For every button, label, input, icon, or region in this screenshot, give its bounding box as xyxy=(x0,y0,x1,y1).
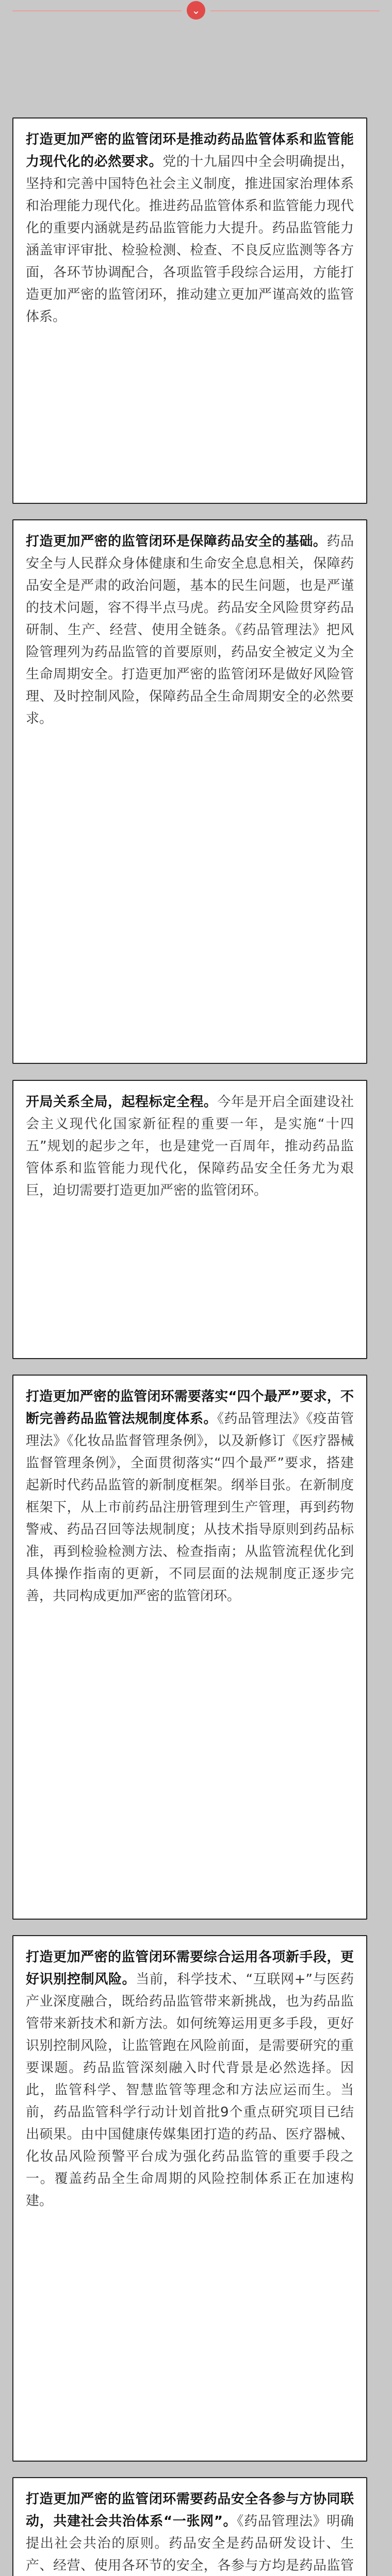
section-paragraph xyxy=(26,1946,354,2212)
section-body: 《药品管理法》《疫苗管理法》《化妆品监督管理条例》，以及新修订《医疗器械监督管理条例》，全面贯彻落实“四个最严”要求，搭建起新时代药品监管的新制度框架。纲举目张。在新制度框架下，从上市前药品注册管理到生产管理，再到药物警戒、药品召回等法规制度；从技术指导原则到药品标准，再到检验检测方法、检查指南；从监管流程优化到具体操作指南的更新，不同层面的法规制度正逐步完善，共同构成更加严密的监管闭环。 xyxy=(26,1411,354,1604)
section-body: 党的十九届四中全会明确提出，坚持和完善中国特色社会主义制度，推进国家治理体系和治理能力现代化。推进药品监管体系和监管能力现代化的重要内涵就是药品监管能力大提升。药品监管能力涵盖审评审批、检验检测、检查、不良反应监测等各方面，各环节协调配合，各项监管手段综合运用，方能打造更加严密的监管闭环，推动建立更加严谨高效的监管体系。 xyxy=(26,154,354,325)
section-card xyxy=(12,519,367,1064)
section-lead: 开局关系全局，起程标定全程。 xyxy=(26,1094,218,1110)
chevron-down-icon[interactable]: ⌄ xyxy=(187,1,205,20)
section-lead: 打造更加严密的监管闭环是推动药品监管体系和监管能力现代化的必然要求。 xyxy=(26,132,354,170)
section-body: 今年是开启全面建设社会主义现代化国家新征程的重要一年，是实施“十四五”规划的起步之年，也是建党一百周年，推动药品监管体系和监管能力现代化，保障药品安全任务尤为艰巨，迫切需要打造更加严密的监管闭环。 xyxy=(26,1094,354,1198)
section-card xyxy=(12,1080,367,1359)
section-body: 药品安全与人民群众身体健康和生命安全息息相关，保障药品安全是严肃的政治问题，基本的民生问题，也是严谨的技术问题，容不得半点马虎。药品安全风险贯穿药品研制、生产、经营、使用全链条。《药品管理法》把风险管理列为药品监管的首要原则，药品安全被定义为全生命周期安全。打造更加严密的监管闭环是做好风险管理、及时控制风险，保障药品全生命周期安全的必然要求。 xyxy=(26,534,354,726)
section-lead: 打造更加严密的监管闭环需要落实“四个最严”要求，不断完善药品监管法规制度体系。 xyxy=(26,1389,354,1427)
section-paragraph xyxy=(26,2488,354,2576)
section-body: 当前，科学技术、“互联网+”与医药产业深度融合，既给药品监管带来新挑战，也为药品监管带来新技术和新方法。如何统筹运用更多手段，更好识别控制风险，让监管跑在风险前面，是需要研究的重要课题。药品监管深刻融入时代背景是必然选择。因此，监管科学、智慧监管等理念和方法应运而生。当前，药品监管科学行动计划首批9个重点研究项目已结出硕果。由中国健康传媒集团打造的药品、医疗器械、化妆品风险预警平台成为强化药品监管的重要手段之一。覆盖药品全生命周期的风险控制体系正在加速构建。 xyxy=(26,1972,354,2209)
section-lead: 打造更加严密的监管闭环需要药品安全各参与方协同联动，共建社会共治体系“一张网”。 xyxy=(26,2492,354,2529)
top-divider xyxy=(0,0,392,21)
divider-line-right xyxy=(210,10,380,11)
section-body: 《药品管理法》明确提出社会共治的原则。药品安全是药品研发设计、生产、经营、使用各环节的安全，各参与方均是药品监管 xyxy=(26,2514,354,2573)
section-paragraph xyxy=(26,531,354,730)
section-card xyxy=(12,1375,367,1920)
section-card xyxy=(12,2477,367,2576)
section-paragraph xyxy=(26,129,354,328)
section-card xyxy=(12,1935,367,2462)
section-paragraph xyxy=(26,1091,354,1202)
section-lead: 打造更加严密的监管闭环是保障药品安全的基础。 xyxy=(26,534,327,549)
divider-line-left xyxy=(12,10,182,11)
section-lead: 打造更加严密的监管闭环需要综合运用各项新手段，更好识别控制风险。 xyxy=(26,1950,354,1987)
section-paragraph xyxy=(26,1386,354,1607)
section-card xyxy=(12,117,367,504)
